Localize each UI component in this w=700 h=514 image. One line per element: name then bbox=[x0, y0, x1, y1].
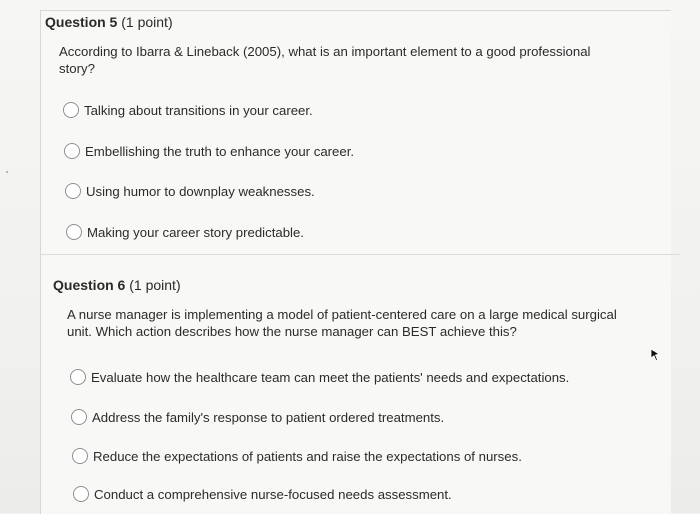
radio-button[interactable] bbox=[73, 486, 89, 502]
question-6-heading bbox=[53, 277, 181, 293]
question-6-option-3[interactable] bbox=[72, 448, 522, 464]
question-5-number: Question 5 bbox=[45, 14, 118, 30]
option-label: Talking about transitions in your career. bbox=[84, 102, 313, 118]
option-label: Conduct a comprehensive nurse-focused needs assessment. bbox=[94, 486, 452, 502]
question-6-number: Question 6 bbox=[53, 277, 126, 293]
question-5-option-4[interactable] bbox=[66, 224, 304, 240]
question-panel bbox=[40, 10, 671, 514]
question-6-option-1[interactable] bbox=[70, 369, 569, 385]
question-6-points: (1 point) bbox=[129, 277, 181, 293]
radio-button[interactable] bbox=[64, 143, 80, 159]
radio-button[interactable] bbox=[70, 369, 86, 385]
question-5-option-3[interactable] bbox=[65, 183, 315, 199]
option-label: Reduce the expectations of patients and raise the expectations of nurses. bbox=[93, 448, 522, 464]
option-label: Making your career story predictable. bbox=[87, 224, 304, 240]
edge-mark bbox=[6, 171, 8, 173]
radio-button[interactable] bbox=[66, 224, 82, 240]
question-5-option-1[interactable] bbox=[63, 102, 313, 118]
radio-button[interactable] bbox=[65, 183, 81, 199]
question-6-option-4[interactable] bbox=[73, 486, 452, 502]
radio-button[interactable] bbox=[72, 448, 88, 464]
radio-button[interactable] bbox=[71, 409, 87, 425]
option-label: Address the family's response to patient ordered treatments. bbox=[92, 409, 445, 425]
question-5-prompt: According to Ibarra & Lineback (2005), what is an important element to a good professional story? bbox=[59, 44, 591, 76]
mouse-pointer-icon bbox=[649, 348, 661, 362]
question-divider bbox=[40, 254, 680, 255]
question-5-heading bbox=[45, 14, 173, 30]
radio-button[interactable] bbox=[63, 102, 79, 118]
option-label: Using humor to downplay weaknesses. bbox=[86, 183, 315, 199]
question-5-option-2[interactable] bbox=[64, 143, 354, 159]
option-label: Embellishing the truth to enhance your career. bbox=[85, 143, 355, 159]
option-label: Evaluate how the healthcare team can meet the patients' needs and expectations. bbox=[91, 369, 570, 385]
question-5-points: (1 point) bbox=[121, 14, 173, 30]
question-6-option-2[interactable] bbox=[71, 409, 444, 425]
question-6-prompt: A nurse manager is implementing a model of patient-centered care on a large medical surgical unit. Which action describes how the nurse manager can BEST achieve this? bbox=[67, 307, 617, 339]
